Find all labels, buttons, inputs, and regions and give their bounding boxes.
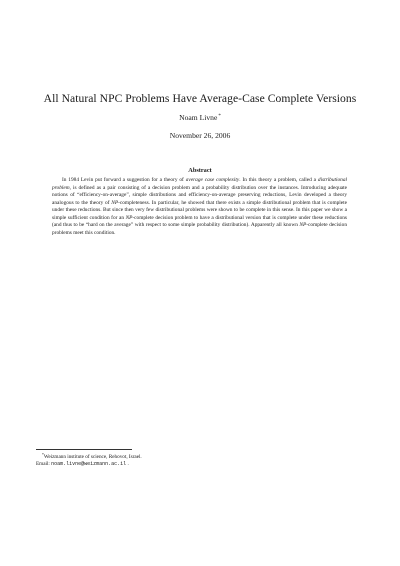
abstract-text: -completeness. In particular, he showed that there exists a simple distributional problem that is complete under these reductions. But since then very few distributional problems were shown to be complete in this sense. In this paper we show a simple sufficient condition for an	[52, 199, 347, 221]
abstract-heading: Abstract	[188, 167, 212, 174]
author-footnote-mark: *	[218, 114, 221, 119]
footnote-rule	[36, 449, 132, 450]
abstract-text: In 1984 Levin put forward a suggestion for a theory of	[62, 177, 186, 183]
footnote-affiliation-line	[36, 452, 336, 461]
footnote-email-line	[36, 461, 336, 468]
abstract-text: , is defined as a pair consisting of a decision problem and a probability distribution over the instances. Introducing adequate notions of “efficiency-on-average”, simple distributions and efficiency-on-average preserving reductions, Levin developed a theory analogous to the theory of	[52, 184, 347, 206]
paper-title: All Natural NPC Problems Have Average-Case Complete Versions	[43, 92, 357, 105]
email-address: noam.livne@weizmann.ac.il	[51, 461, 127, 468]
abstract-text: . In this theory a problem, called a	[239, 177, 318, 183]
abstract-text: -complete decision problem to have a distributional version that is complete under these reductions (and thus to be “hard on the average” with respect to some simple probability distribution). Apparently all known	[52, 214, 347, 229]
author-name: Noam Livne	[179, 113, 218, 122]
footnote	[36, 452, 336, 469]
np-symbol: NP	[111, 199, 119, 206]
abstract-text: -complete decision problems meet this condition.	[52, 222, 347, 236]
footnote-affiliation: Weizmann institute of science, Rehovot, Israel.	[43, 454, 142, 460]
author-line	[0, 112, 400, 123]
abstract-body	[52, 177, 347, 237]
abstract-emphasis: average case complexity	[185, 177, 240, 183]
abstract-emphasis: distributional problem	[52, 177, 347, 191]
email-label: Email:	[36, 461, 50, 468]
paper-date: November 26, 2006	[169, 131, 231, 140]
np-symbol: NP	[299, 222, 307, 229]
email-tail: .	[127, 461, 129, 468]
np-symbol: NP	[125, 214, 133, 221]
footnote-mark: *	[42, 453, 44, 457]
